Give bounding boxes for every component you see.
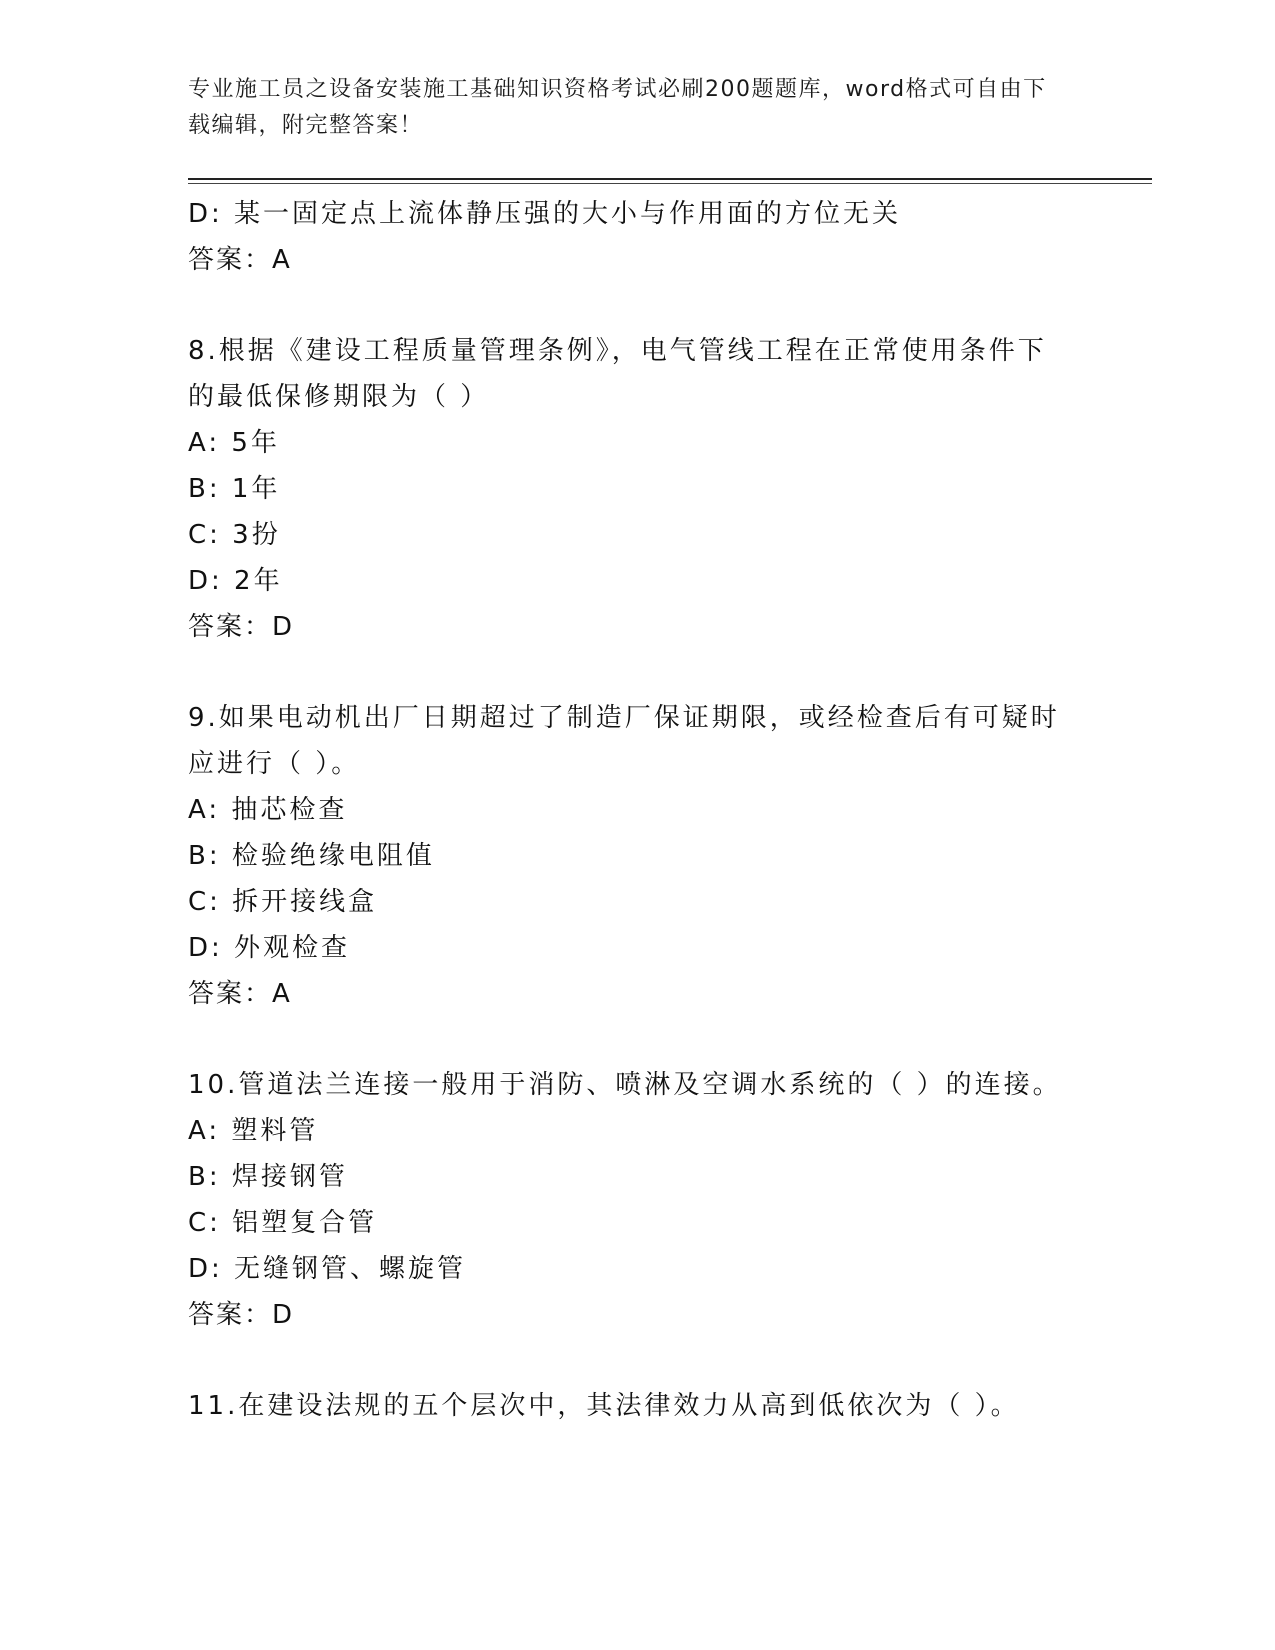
header-divider-thick	[188, 178, 1152, 180]
option-d: D: 2年	[188, 566, 283, 596]
answer-line: 答案：A	[188, 245, 292, 275]
option-c: C: 3扮	[188, 520, 281, 550]
question-item	[188, 695, 1088, 1017]
question-stem: 11.在建设法规的五个层次中，其法律效力从高到低依次为（ ）。	[188, 1391, 1020, 1421]
question-item	[188, 328, 1088, 650]
option-a: A: 塑料管	[188, 1116, 319, 1146]
option-c: C: 铝塑复合管	[188, 1208, 378, 1238]
option-b: B: 检验绝缘电阻值	[188, 841, 435, 871]
option-b: B: 1年	[188, 474, 281, 504]
question-stem: 8.根据《建设工程质量管理条例》，电气管线工程在正常使用条件下	[188, 336, 1047, 366]
answer-line: 答案：D	[188, 1300, 295, 1330]
answer-line: 答案：D	[188, 612, 295, 642]
option-d: D: 某一固定点上流体静压强的大小与作用面的方位无关	[188, 199, 902, 229]
option-b: B: 焊接钢管	[188, 1162, 348, 1192]
question-item	[188, 1383, 1088, 1429]
option-a: A: 5年	[188, 428, 280, 458]
document-header: 专业施工员之设备安装施工基础知识资格考试必刷200题题库，word格式可自由下载编辑，附完整答案！	[188, 77, 1047, 138]
question-stem: 9.如果电动机出厂日期超过了制造厂保证期限，或经检查后有可疑时	[188, 703, 1060, 733]
question-list	[188, 191, 1088, 1429]
question-item	[188, 1062, 1088, 1338]
header-divider-thin	[188, 183, 1152, 184]
option-d: D: 外观检查	[188, 933, 351, 963]
question-stem: 应进行（ ）。	[188, 749, 361, 779]
option-c: C: 拆开接线盒	[188, 887, 378, 917]
option-d: D: 无缝钢管、螺旋管	[188, 1254, 467, 1284]
question-stem: 10.管道法兰连接一般用于消防、喷淋及空调水系统的（ ）的连接。	[188, 1070, 1062, 1100]
option-a: A: 抽芯检查	[188, 795, 348, 825]
question-stem: 的最低保修期限为（ ）	[188, 382, 490, 412]
answer-line: 答案：A	[188, 979, 292, 1009]
